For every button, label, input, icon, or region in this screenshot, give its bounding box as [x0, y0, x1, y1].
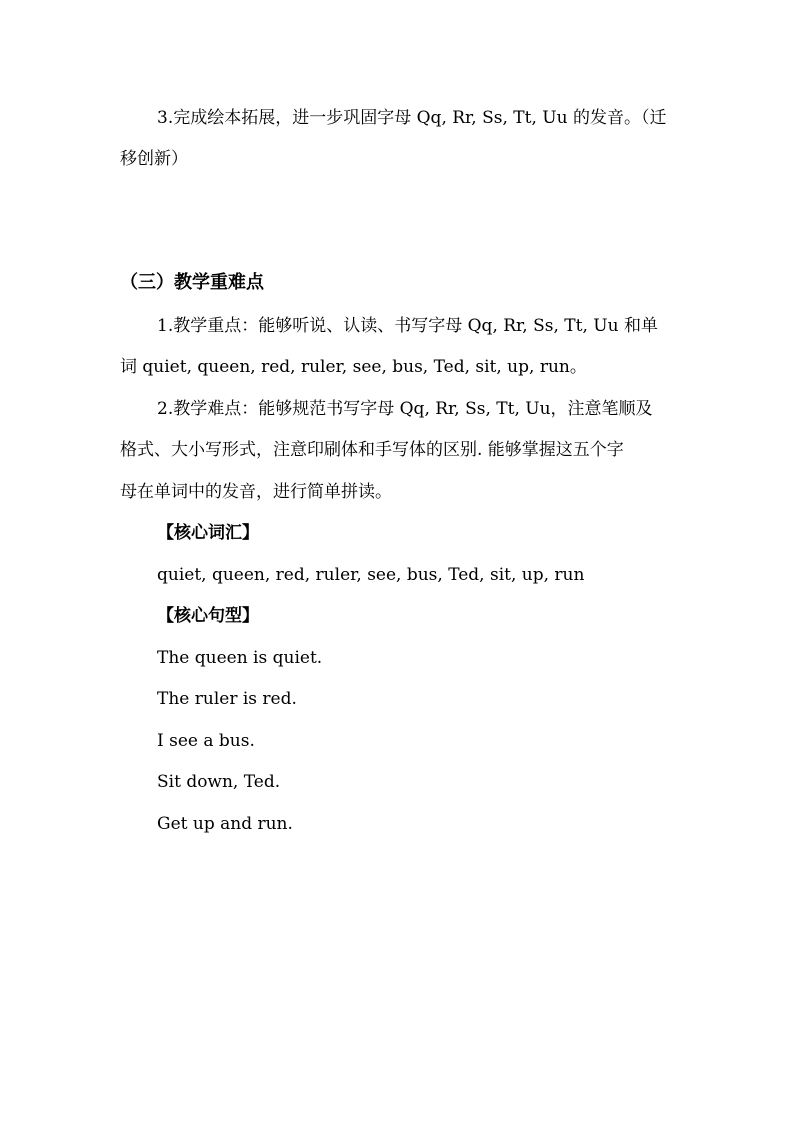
section-heading: （三）教学重难点	[120, 272, 264, 293]
core-sentence: The queen is quiet.	[157, 648, 323, 668]
core-vocab-title: 【核心词汇】	[157, 523, 259, 543]
key-point-line-2: 词 quiet, queen, red, ruler, see, bus, Ted, sit, up, run。	[120, 357, 587, 377]
core-sentence: The ruler is red.	[157, 689, 297, 709]
goal-item-3-line-1: 3.完成绘本拓展，进一步巩固字母 Qq, Rr, Ss, Tt, Uu 的发音。（迁	[157, 108, 667, 128]
goal-item-3-line-2: 移创新）	[120, 149, 188, 169]
core-vocab-words: quiet, queen, red, ruler, see, bus, Ted, sit, up, run	[157, 565, 585, 585]
difficulty-line-2: 格式、大小写形式，注意印刷体和手写体的区别. 能够掌握这五个字	[120, 440, 624, 460]
difficulty-line-3: 母在单词中的发音，进行简单拼读。	[120, 482, 392, 502]
core-sentence: Sit down, Ted.	[157, 772, 281, 792]
difficulty-line-1: 2.教学难点：能够规范书写字母 Qq, Rr, Ss, Tt, Uu，注意笔顺及	[157, 399, 653, 419]
key-point-line-1: 1.教学重点：能够听说、认读、书写字母 Qq, Rr, Ss, Tt, Uu 和单	[157, 316, 658, 336]
core-sentence: Get up and run.	[157, 814, 293, 834]
core-sentence: I see a bus.	[157, 731, 255, 751]
core-sentences-title: 【核心句型】	[157, 606, 259, 626]
